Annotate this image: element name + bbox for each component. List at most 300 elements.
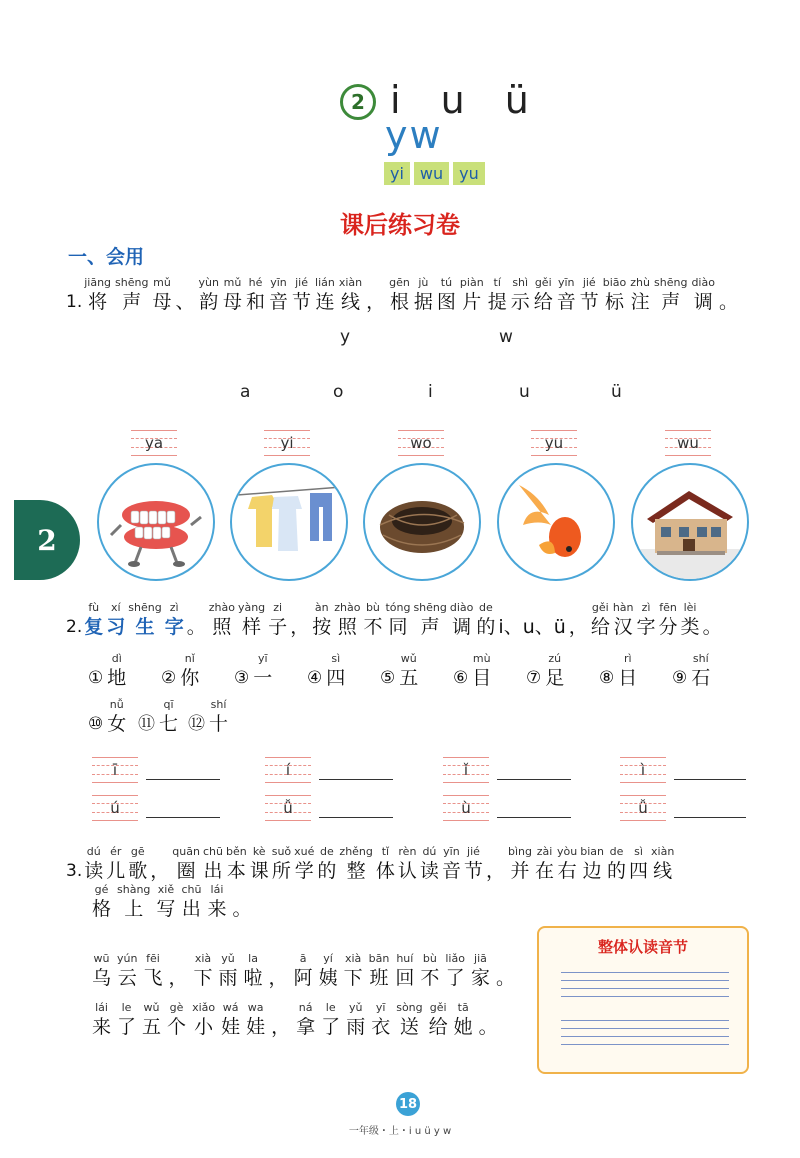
- item-number: ⑤: [380, 668, 396, 688]
- character-item: [599, 651, 672, 690]
- hanzi: 雨: [218, 967, 238, 989]
- annotated-character: [396, 1000, 422, 1039]
- pinyin: yùn: [198, 276, 219, 289]
- hanzi: 线: [653, 860, 673, 882]
- pinyin: mǔ: [223, 276, 242, 289]
- pinyin: yīn: [270, 276, 287, 289]
- pinyin: shí: [692, 652, 709, 665]
- annotated-character: [369, 951, 390, 990]
- hanzi: 汉: [613, 616, 633, 638]
- pinyin: bian: [580, 845, 604, 858]
- annotated-character: [271, 1000, 290, 1039]
- hanzi: 足: [545, 667, 565, 689]
- hanzi: 一: [253, 667, 273, 689]
- annotated-character: [165, 600, 184, 639]
- annotated-character: [253, 651, 272, 690]
- pinyin: kè: [252, 845, 266, 858]
- pinyin: lián: [315, 276, 335, 289]
- annotated-character: [106, 600, 125, 639]
- hanzi: 照: [337, 616, 357, 638]
- character-item: [526, 651, 599, 690]
- annotated-character: [172, 844, 200, 883]
- item-number: ⑪: [138, 714, 155, 734]
- annotated-character: [511, 275, 530, 314]
- hanzi: 给: [428, 1016, 448, 1038]
- hanzi: 复: [84, 616, 104, 638]
- hanzi: 下: [193, 967, 213, 989]
- annotated-character: [618, 651, 637, 690]
- hanzi: 小: [194, 1016, 214, 1038]
- annotated-character: [719, 275, 738, 314]
- annotated-character: [344, 951, 363, 990]
- hanzi: 回: [395, 967, 415, 989]
- answer-blank[interactable]: [497, 817, 571, 818]
- pinyin: zhào: [334, 601, 361, 614]
- question-number: 3.: [66, 861, 83, 881]
- hanzi: 调: [693, 291, 713, 313]
- annotated-character: [92, 951, 111, 990]
- pinyin: shì: [512, 276, 529, 289]
- annotated-character: [442, 844, 461, 883]
- annotated-character: [117, 1000, 136, 1039]
- hanzi: 娃: [221, 1016, 241, 1038]
- pinyin: qī: [163, 698, 174, 711]
- annotated-character: [250, 844, 269, 883]
- syllable-tag: yu: [453, 162, 485, 185]
- pinyin: gē: [130, 845, 145, 858]
- annotated-character: [603, 275, 627, 314]
- annotated-character: [535, 844, 554, 883]
- annotated-character: [187, 600, 206, 639]
- annotated-character: [92, 882, 111, 921]
- pinyin: dì: [111, 652, 122, 665]
- hanzi: 乌: [92, 967, 112, 989]
- item-number: ④: [307, 668, 323, 688]
- pinyin: biāo: [602, 276, 627, 289]
- page-number: 18: [396, 1092, 420, 1116]
- annotated-character: [317, 844, 336, 883]
- syllable-box[interactable]: wo: [398, 430, 444, 456]
- hanzi: 按: [312, 616, 332, 638]
- hanzi: 来: [92, 1016, 112, 1038]
- annotated-character: [399, 651, 418, 690]
- pinyin: yàng: [237, 601, 266, 614]
- tone-box: ǐ: [443, 757, 489, 783]
- hanzi: 石: [691, 667, 711, 689]
- syllable-box[interactable]: wu: [665, 430, 711, 456]
- pinyin: yīn: [557, 276, 575, 289]
- tone-box: ǚ: [265, 795, 311, 821]
- answer-blank[interactable]: [319, 817, 393, 818]
- annotated-character: [319, 951, 338, 990]
- hanzi: 调: [452, 616, 472, 638]
- pinyin: shēng: [654, 276, 688, 289]
- annotated-character: [371, 1000, 390, 1039]
- pinyin: shēng: [115, 276, 149, 289]
- annotated-character: [464, 844, 483, 883]
- character-item: [138, 697, 188, 736]
- writing-box[interactable]: [537, 926, 749, 1074]
- pinyin: bìng: [507, 845, 532, 858]
- teeth-picture: [97, 463, 215, 581]
- hanzi: 根: [390, 291, 410, 313]
- pinyin: jié: [467, 845, 480, 858]
- pinyin: běn: [225, 845, 247, 858]
- hanzi: 本: [226, 860, 246, 882]
- annotated-character: [152, 275, 171, 314]
- hanzi: 和: [245, 291, 265, 313]
- writing-box-title: 整体认读音节: [597, 938, 688, 956]
- answer-blank[interactable]: [146, 817, 220, 818]
- nest-picture: [363, 463, 481, 581]
- annotated-character: [691, 275, 715, 314]
- annotated-character: [312, 600, 331, 639]
- answer-blank[interactable]: [319, 779, 393, 780]
- pinyin: ā: [299, 952, 307, 965]
- tone-box: ǚ: [620, 795, 666, 821]
- pinyin: xià: [194, 952, 212, 965]
- hanzi: 来: [207, 898, 227, 920]
- hanzi: 片: [462, 291, 482, 313]
- syllable-tag: yi: [384, 162, 410, 185]
- annotated-character: [476, 600, 495, 639]
- annotated-character: [637, 600, 656, 639]
- hanzi: 声: [661, 291, 681, 313]
- annotated-character: [315, 275, 335, 314]
- hanzi: 的: [606, 860, 626, 882]
- hanzi: 、: [175, 291, 195, 313]
- annotated-character: [385, 600, 410, 639]
- hanzi: 歌: [128, 860, 148, 882]
- hanzi: 认: [397, 860, 417, 882]
- sheet-title: 课后练习卷: [340, 211, 460, 239]
- pinyin: gěi: [429, 1001, 447, 1014]
- pinyin: zì: [641, 601, 651, 614]
- pinyin: huí: [396, 952, 414, 965]
- hanzi: 习: [106, 616, 126, 638]
- hanzi: 提: [487, 291, 507, 313]
- hanzi: 样: [242, 616, 262, 638]
- character-item: [453, 651, 526, 690]
- pinyin: gēn: [389, 276, 410, 289]
- hanzi: 她: [453, 1016, 473, 1038]
- hanzi: 标: [605, 291, 625, 313]
- annotated-character: [290, 600, 309, 639]
- hanzi: 雨: [346, 1016, 366, 1038]
- annotated-character: [209, 697, 228, 736]
- pinyin: yún: [117, 952, 138, 965]
- annotated-character: [460, 275, 484, 314]
- pinyin: gěi: [534, 276, 552, 289]
- annotated-character: [199, 275, 219, 314]
- lesson-initials: yw: [385, 113, 443, 157]
- hanzi: 边: [582, 860, 602, 882]
- pinyin: zì: [169, 601, 179, 614]
- annotated-character: [580, 275, 599, 314]
- hanzi: 。: [232, 898, 252, 920]
- pinyin: gěi: [591, 601, 609, 614]
- answer-blank[interactable]: [674, 779, 746, 780]
- hanzi: 生: [135, 616, 155, 638]
- hanzi: 子: [268, 616, 288, 638]
- annotated-character: [326, 651, 345, 690]
- hanzi: 班: [369, 967, 389, 989]
- pinyin: àn: [314, 601, 329, 614]
- hanzi: 连: [315, 291, 335, 313]
- pinyin: ér: [110, 845, 122, 858]
- final-letter: a: [240, 382, 251, 402]
- character-item: [88, 651, 161, 690]
- annotated-character: [363, 600, 382, 639]
- pinyin: tóng: [385, 601, 411, 614]
- annotated-character: [346, 1000, 365, 1039]
- annotated-character: [651, 844, 674, 883]
- pinyin: piàn: [459, 276, 484, 289]
- pinyin: le: [121, 1001, 132, 1014]
- pinyin: suǒ: [271, 845, 292, 858]
- tone-box: ì: [620, 757, 666, 783]
- annotated-character: [238, 600, 265, 639]
- annotated-character: [192, 1000, 215, 1039]
- annotated-character: [115, 275, 148, 314]
- pinyin: rèn: [398, 845, 417, 858]
- hanzi: 音: [269, 291, 289, 313]
- syllable-box[interactable]: yu: [531, 430, 577, 456]
- hanzi: 出: [203, 860, 223, 882]
- hanzi: ，: [568, 616, 588, 638]
- pinyin: bān: [368, 952, 390, 965]
- pinyin: chū: [202, 845, 223, 858]
- clothes-picture: [230, 463, 348, 581]
- item-number: ⑩: [88, 714, 104, 734]
- hanzi: 节: [463, 860, 483, 882]
- annotated-character: [591, 600, 610, 639]
- hanzi: ，: [268, 967, 288, 989]
- pinyin: le: [325, 1001, 336, 1014]
- pinyin: jié: [295, 276, 308, 289]
- final-letter: i: [428, 382, 433, 402]
- hanzi: 读: [419, 860, 439, 882]
- annotated-character: [159, 697, 178, 736]
- annotated-character: [479, 1000, 498, 1039]
- hanzi: 分: [658, 616, 678, 638]
- final-letter: o: [333, 382, 344, 402]
- item-number: ⑧: [599, 668, 615, 688]
- hanzi: ，: [271, 1016, 291, 1038]
- character-item: [161, 651, 234, 690]
- pinyin: de: [320, 845, 334, 858]
- pinyin: xí: [110, 601, 121, 614]
- hanzi: 读: [84, 860, 104, 882]
- pinyin: de: [609, 845, 624, 858]
- pinyin: mù: [472, 652, 491, 665]
- pinyin: mǔ: [153, 276, 171, 289]
- hanzi: 声: [122, 291, 142, 313]
- hanzi: 并: [510, 860, 530, 882]
- pinyin: nǐ: [184, 652, 195, 665]
- hanzi: 七: [159, 713, 179, 735]
- hanzi: 上: [124, 898, 144, 920]
- annotated-character: [107, 651, 126, 690]
- question-3-text-line2: [90, 882, 251, 921]
- annotated-character: [176, 275, 195, 314]
- pinyin: hé: [248, 276, 263, 289]
- pinyin: wū: [93, 952, 110, 965]
- initial-letter: y: [340, 327, 351, 347]
- item-number: ⑦: [526, 668, 542, 688]
- hanzi: ，: [366, 291, 386, 313]
- character-item: [234, 651, 307, 690]
- pinyin: shí: [210, 698, 227, 711]
- syllable-box[interactable]: ya: [131, 430, 177, 456]
- pinyin: la: [248, 952, 258, 965]
- syllable-box[interactable]: yi: [264, 430, 310, 456]
- hanzi: ，: [168, 967, 188, 989]
- annotated-character: [395, 951, 414, 990]
- annotated-character: [219, 951, 238, 990]
- annotated-character: [321, 1000, 340, 1039]
- annotated-character: [203, 844, 223, 883]
- hanzi: 女: [107, 713, 127, 735]
- hanzi: 节: [292, 291, 312, 313]
- annotated-character: [269, 275, 288, 314]
- pinyin: jié: [582, 276, 596, 289]
- annotated-character: [84, 600, 103, 639]
- annotated-character: [194, 951, 213, 990]
- goldfish-picture: [497, 463, 615, 581]
- hanzi: 娃: [246, 1016, 266, 1038]
- hanzi: 了: [321, 1016, 341, 1038]
- chapter-tab: 2: [14, 500, 80, 580]
- hanzi: 写: [156, 898, 176, 920]
- annotated-character: [268, 600, 287, 639]
- pinyin: xià: [344, 952, 362, 965]
- annotated-character: [389, 275, 410, 314]
- pinyin: fēn: [659, 601, 677, 614]
- annotated-character: [334, 600, 360, 639]
- hanzi: 将: [88, 291, 108, 313]
- annotated-character: [454, 1000, 473, 1039]
- answer-blank[interactable]: [146, 779, 220, 780]
- hanzi: 云: [117, 967, 137, 989]
- question-number: 1.: [66, 292, 83, 312]
- annotated-character: [630, 275, 650, 314]
- hanzi: ，: [290, 616, 310, 638]
- character-item: [307, 651, 380, 690]
- annotated-character: [339, 275, 362, 314]
- hanzi: 母: [152, 291, 172, 313]
- annotated-character: [691, 651, 710, 690]
- hanzi: 给: [533, 291, 553, 313]
- annotated-character: [472, 651, 491, 690]
- annotated-character: [534, 275, 553, 314]
- annotated-character: [339, 844, 372, 883]
- hanzi: 拿: [296, 1016, 316, 1038]
- character-item: [672, 651, 745, 690]
- annotated-character: [246, 1000, 265, 1039]
- annotated-character: [445, 951, 465, 990]
- pinyin: hàn: [612, 601, 634, 614]
- pinyin: zhào: [208, 601, 235, 614]
- annotated-character: [659, 600, 678, 639]
- annotated-character: [128, 600, 161, 639]
- hanzi: 母: [222, 291, 242, 313]
- pinyin: zhù: [630, 276, 650, 289]
- annotated-character: [221, 1000, 240, 1039]
- pinyin: lái: [95, 1001, 108, 1014]
- question-3-text: [66, 844, 674, 883]
- annotated-character: [376, 844, 395, 883]
- pinyin: xiàn: [338, 276, 363, 289]
- hanzi: 圈: [176, 860, 196, 882]
- hanzi: 的: [317, 860, 337, 882]
- annotated-character: [156, 882, 175, 921]
- pinyin: diào: [449, 601, 474, 614]
- item-number: ⑨: [672, 668, 688, 688]
- pinyin: shēng: [128, 601, 162, 614]
- pinyin: sì: [331, 652, 341, 665]
- hanzi: 儿: [106, 860, 126, 882]
- annotated-character: [209, 600, 235, 639]
- pinyin: fù: [88, 601, 100, 614]
- hanzi: 送: [399, 1016, 419, 1038]
- answer-blank[interactable]: [497, 779, 571, 780]
- pinyin: jù: [418, 276, 429, 289]
- pinyin: xué: [294, 845, 315, 858]
- hanzi: 线: [340, 291, 360, 313]
- pinyin: dú: [86, 845, 101, 858]
- hanzi: 右: [557, 860, 577, 882]
- annotated-character: [545, 651, 564, 690]
- pinyin: bù: [422, 952, 437, 965]
- pinyin: wǔ: [400, 652, 417, 665]
- hanzi: 。: [186, 616, 206, 638]
- hanzi: 家: [470, 967, 490, 989]
- hanzi: 在: [534, 860, 554, 882]
- hanzi: 字: [164, 616, 184, 638]
- annotated-character: [223, 275, 242, 314]
- hanzi: 五: [399, 667, 419, 689]
- hanzi: 阿: [293, 967, 313, 989]
- pinyin: yǔ: [221, 952, 235, 965]
- question-number: 2.: [66, 617, 83, 637]
- tone-box: í: [265, 757, 311, 783]
- hanzi: 出: [181, 898, 201, 920]
- annotated-character: [703, 600, 722, 639]
- pinyin: jiā: [474, 952, 487, 965]
- hanzi: 不: [363, 616, 383, 638]
- pinyin: yī: [257, 652, 268, 665]
- hanzi: 照: [212, 616, 232, 638]
- annotated-character: [429, 1000, 448, 1039]
- answer-blank[interactable]: [674, 817, 746, 818]
- item-number: ⑥: [453, 668, 469, 688]
- pinyin: lái: [210, 883, 224, 896]
- hanzi: 五: [142, 1016, 162, 1038]
- poem-line: [90, 1000, 498, 1039]
- hanzi: 声: [420, 616, 440, 638]
- hanzi: 。: [702, 616, 722, 638]
- annotated-character: [92, 1000, 111, 1039]
- annotated-character: [143, 951, 162, 990]
- hanzi: 。: [718, 291, 738, 313]
- poem-line: [90, 951, 515, 990]
- lesson-number-badge: 2: [340, 84, 376, 120]
- annotated-character: [557, 844, 577, 883]
- item-number: ⑫: [188, 714, 205, 734]
- pinyin: gè: [169, 1001, 184, 1014]
- hanzi: 你: [180, 667, 200, 689]
